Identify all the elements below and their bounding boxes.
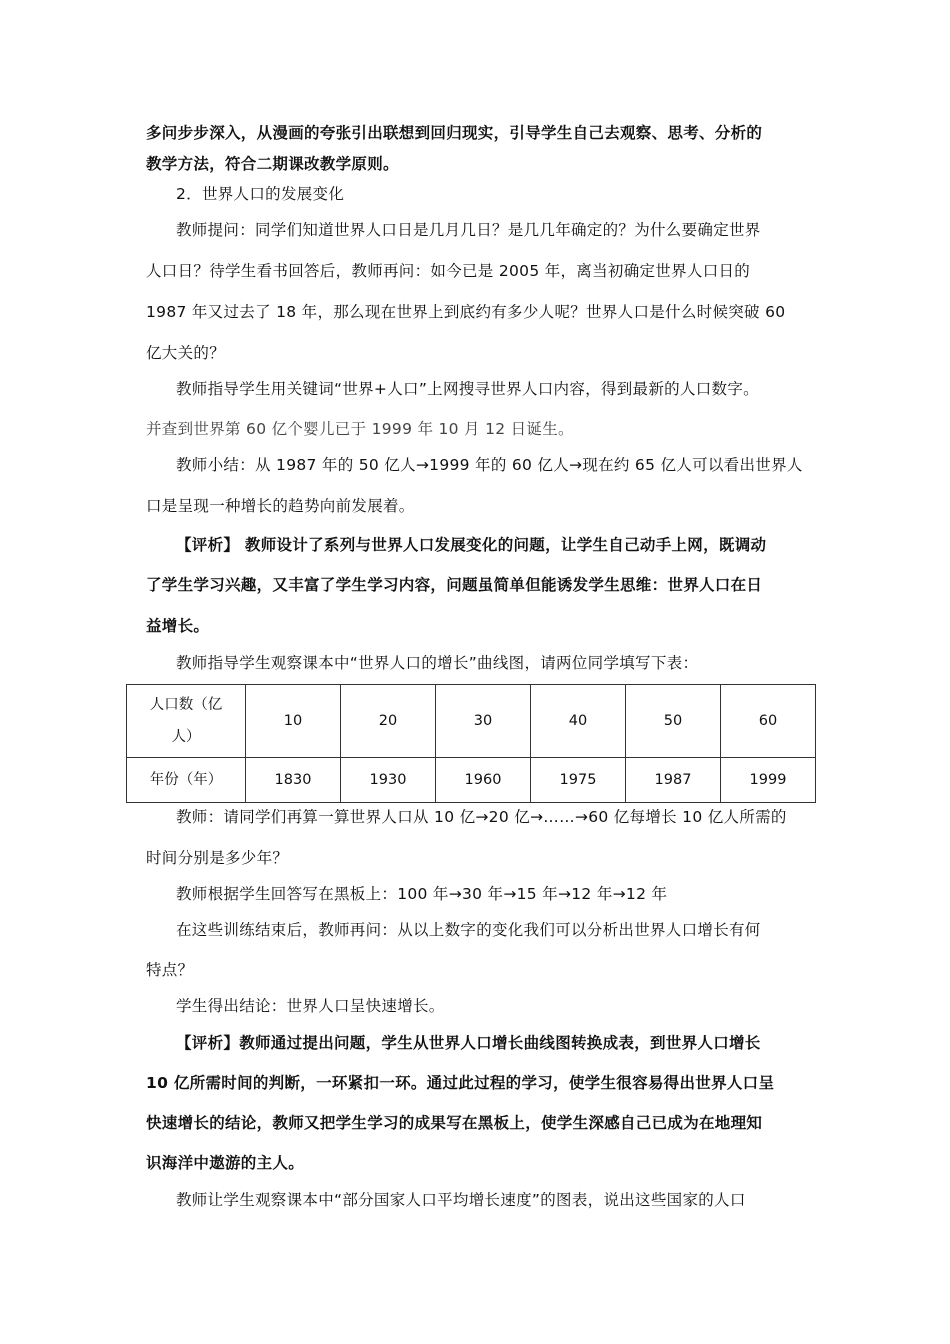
paragraph-line: 教师根据学生回答写在黑板上：100 年→30 年→15 年→12 年→12 年 (176, 885, 668, 903)
paragraph-line: 时间分别是多少年？ (146, 849, 289, 867)
paragraph-line: 教师提问：同学们知道世界人口日是几月几日？是几几年确定的？为什么要确定世界 (176, 221, 761, 239)
paragraph-line: 口是呈现一种增长的趋势向前发展着。 (146, 497, 415, 515)
population-table (126, 684, 816, 803)
table-cell: 1830 (246, 758, 341, 803)
table-cell: 1930 (341, 758, 436, 803)
paragraph-line: 特点？ (146, 961, 194, 979)
paragraph-line: 人口日？待学生看书回答后，教师再问：如今已是 2005 年，离当初确定世界人口日的 (146, 262, 751, 280)
evaluation-line: 益增长。 (146, 617, 210, 635)
paragraph-line: 学生得出结论：世界人口呈快速增长。 (176, 997, 445, 1015)
paragraph-line: 教师：请同学们再算一算世界人口从 10 亿→20 亿→……→60 亿每增长 10 亿人所需的 (176, 808, 787, 826)
evaluation-line: 识海洋中遨游的主人。 (146, 1154, 305, 1172)
paragraph-line: 在这些训练结束后，教师再问：从以上数字的变化我们可以分析出世界人口增长有何 (176, 921, 761, 939)
table-header-population: 人口数（亿 人） (127, 685, 246, 758)
table-row-population (127, 685, 816, 758)
paragraph-line: 亿大关的？ (146, 344, 226, 362)
table-header-years: 年份（年） (127, 758, 246, 803)
table-cell: 1960 (436, 758, 531, 803)
evaluation-line: 【评析】 教师设计了系列与世界人口发展变化的问题，让学生自己动手上网，既调动 (176, 536, 767, 554)
paragraph-line: 并查到世界第 60 亿个婴儿已于 1999 年 10 月 12 日诞生。 (146, 420, 574, 438)
table-cell: 1975 (531, 758, 626, 803)
evaluation-line: 【评析】教师通过提出问题，学生从世界人口增长曲线图转换成表，到世界人口增长 (176, 1034, 761, 1052)
paragraph-line: 教师小结：从 1987 年的 50 亿人→1999 年的 60 亿人→现在约 65 亿人可以看出世界人 (176, 456, 803, 474)
table-cell: 30 (436, 685, 531, 758)
paragraph-line: 教师指导学生观察课本中“世界人口的增长”曲线图，请两位同学填写下表： (176, 654, 699, 672)
table-cell: 50 (626, 685, 721, 758)
evaluation-line: 快速增长的结论，教师又把学生学习的成果写在黑板上，使学生深感自己已成为在地理知 (146, 1114, 763, 1132)
paragraph-line: 多问步步深入，从漫画的夸张引出联想到回归现实，引导学生自己去观察、思考、分析的 (146, 124, 763, 142)
table-cell: 20 (341, 685, 436, 758)
paragraph-line: 教师让学生观察课本中“部分国家人口平均增长速度”的图表，说出这些国家的人口 (176, 1191, 746, 1209)
paragraph-line: 教学方法，符合二期课改教学原则。 (146, 155, 399, 173)
section-heading: 2．世界人口的发展变化 (176, 185, 345, 203)
table-cell: 10 (246, 685, 341, 758)
table-cell: 40 (531, 685, 626, 758)
paragraph-line: 教师指导学生用关键词“世界+人口”上网搜寻世界人口内容，得到最新的人口数字。 (176, 380, 759, 398)
table-cell: 1987 (626, 758, 721, 803)
evaluation-line: 10 亿所需时间的判断，一环紧扣一环。通过此过程的学习，使学生很容易得出世界人口呈 (146, 1074, 775, 1092)
evaluation-line: 了学生学习兴趣，又丰富了学生学习内容，问题虽简单但能诱发学生思维：世界人口在日 (146, 576, 763, 594)
table-cell: 1999 (721, 758, 816, 803)
paragraph-line: 1987 年又过去了 18 年，那么现在世界上到底约有多少人呢？世界人口是什么时候突破 60 (146, 303, 786, 321)
table-cell: 60 (721, 685, 816, 758)
table-row-years (127, 758, 816, 803)
